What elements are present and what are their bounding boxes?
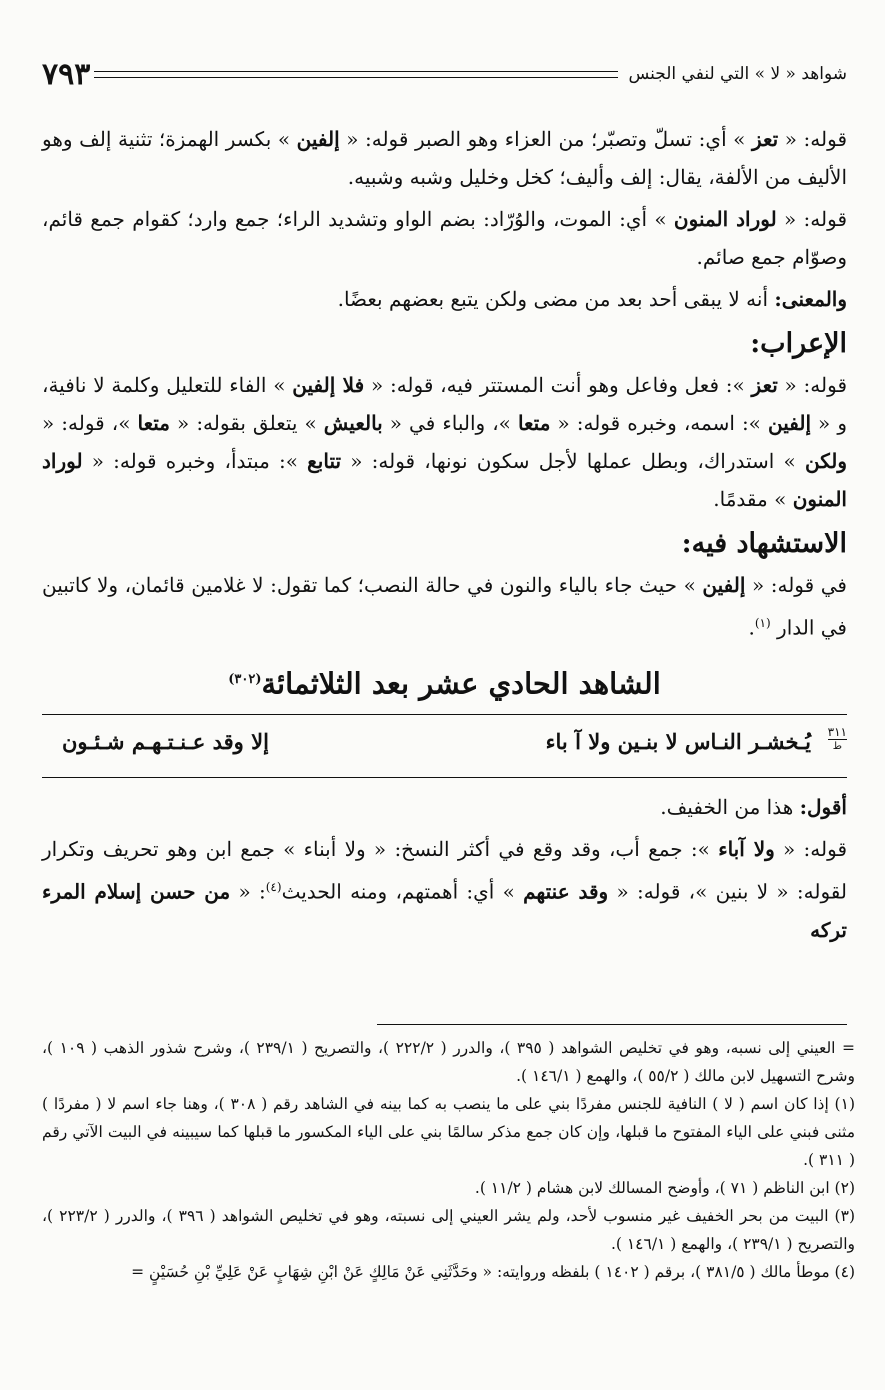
- verse-second-hemistich: إلا وقد عـنـتـهـم شـئـون: [62, 729, 269, 755]
- footnote-ref[interactable]: (٣٠٢): [228, 671, 262, 687]
- footnote-ref[interactable]: (١): [754, 616, 771, 630]
- paragraph-taazza: قوله: « تعز » أي: تسلّ وتصبّر؛ من العزاء وهو الصبر قوله: « إلفين » بكسر الهمزة؛ تثنية إلف وهو الأليف من الألفة، يقال: إلف وأليف؛ كخل وخليل وشبه وشبيه.: [42, 127, 848, 189]
- header-rule: [94, 71, 618, 78]
- page: [42, 0, 855, 1390]
- page-number: ٧٩٣: [42, 56, 91, 92]
- paragraph-meaning: والمعنى: أنه لا يبقى أحد بعد من مضى ولكن يتبع بعضهم بعضًا.: [337, 287, 847, 311]
- main-text: [42, 120, 847, 949]
- meter-symbol: ط: [828, 739, 847, 754]
- footnote-ref[interactable]: (٤): [265, 880, 282, 895]
- footnote-separator: [377, 1024, 847, 1025]
- page-header: [42, 56, 847, 92]
- paragraph-aba: قوله: « ولا آباء »: جمع أب، وقد وقع في أكثر النسخ: « ولا أبناء » جمع ابن وهو تحريف وتكرار لقوله: « لا بنين »، قوله: « وقد عنتهم » أي: أهمتهم، ومنه الحديث$^{(٤)}$: « من حسن إسلام المرء تركه: [42, 837, 848, 942]
- verse-first-hemistich: يُـخشـر النـاس لا بنـين ولا آ باء: [545, 729, 811, 755]
- footnote-continuation: = العيني إلى نسبه، وهو في تخليص الشواهد ( ٣٩٥ )، والدرر ( ٢٢٢/٢ )، والتصريح ( ٢٣٩/١ )، وشرح شذور الذهب ( ١٠٩ )، وشرح التسهيل لابن مالك ( ٥٥/٢ )، والهمع ( ١٤٦/١ ).: [42, 1039, 855, 1085]
- paragraph-wurrad: قوله: « لوراد المنون » أي: الموت، والوُرّاد: بضم الواو وتشديد الراء؛ جمع وارد؛ كقوام جمع قائم، وصوّام جمع صائم.: [42, 207, 847, 269]
- footnotes: [42, 1034, 855, 1286]
- verse-number: ٣١١ ط: [827, 725, 847, 753]
- footnote-4: (٤) موطأ مالك ( ٣٨١/٥ )، برقم ( ١٤٠٢ ) بلفظه وروايته: « وحَدَّثَنِي عَنْ مَالِكٍ عَنْ ابْنِ شِهَابٍ عَنْ عَلِيِّ بْنِ حُسَيْنٍ =: [131, 1263, 855, 1281]
- footnote-2: (٢) ابن الناظم ( ٧١ )، وأوضح المسالك لابن هشام ( ١١/٢ ).: [474, 1179, 855, 1197]
- paragraph-aqul: أقول: هذا من الخفيف.: [660, 795, 847, 820]
- footnote-3: (٣) البيت من بحر الخفيف غير منسوب لأحد، ولم يشر العيني إلى نسبته، وهو في تخليص الشواهد ( ٣٩٦ )، والدرر ( ٢٢٣/٢ )، والتصريح ( ٢٣٩/١ )، والهمع ( ١٤٦/١ ).: [42, 1207, 855, 1253]
- verse-block: [42, 714, 847, 778]
- running-title: شواهد « لا » التي لنفي الجنس: [628, 64, 847, 84]
- footnote-1: (١) إذا كان اسم ( لا ) النافية للجنس مفردًا بني على ما ينصب به كما بينه في الشاهد رقم ( ٣٠٨ )، وهنا جاء اسم لا ( مفردًا ) مثنى فبني على الياء المفتوح ما قبلها، وإن كان جمع مذكر سالمًا بني على الياء المكسور ما قبلها كما سيبينه في البيت الآتي رقم ( ٣١١ ).: [42, 1095, 855, 1169]
- heading-irab: الإعراب:: [750, 328, 847, 359]
- shahid-title: الشاهد الحادي عشر بعد الثلاثمائة$^{(٣٠٢)}$: [228, 666, 661, 701]
- paragraph-istishhad: في قوله: « إلفين » حيث جاء بالياء والنون في حالة النصب؛ كما تقول: لا غلامين قائمان، ولا كاتبين في الدار $^{(١)}$.: [42, 573, 847, 640]
- heading-istishhad: الاستشهاد فيه:: [681, 528, 847, 559]
- paragraph-irab: قوله: « تعز »: فعل وفاعل وهو أنت المستتر فيه، قوله: « فلا إلفين » الفاء للتعليل وكلمة لا نافية، و « إلفين »: اسمه، وخبره قوله: « متعا »، والباء في « بالعيش » يتعلق بقوله: « متعا »، قوله: « ولكن » استدراك، وبطل عملها لأجل سكون نونها، قوله: « تتابع »: مبتدأ، وخبره قوله: « لوراد المنون » مقدمًا.: [42, 373, 848, 511]
